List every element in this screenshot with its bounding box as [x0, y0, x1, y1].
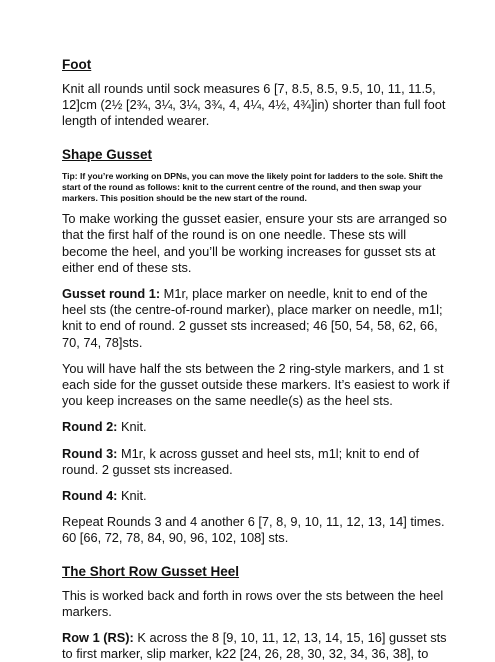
- section-foot: [62, 56, 451, 130]
- heading-shape-gusset: Shape Gusset: [62, 146, 153, 162]
- round-1-label: Gusset round 1:: [62, 286, 161, 302]
- paragraph-repeat: Repeat Rounds 3 and 4 another 6 [7, 8, 9, 10, 11, 12, 13, 14] times. 60 [66, 72, 78, 84, 90, 96, 102, 108] sts.: [62, 514, 445, 546]
- round-2-label: Round 2:: [62, 419, 118, 435]
- round-3-text: M1r, k across gusset and heel sts, m1l; knit to end of round. 2 gusset sts increased.: [62, 445, 420, 477]
- paragraph-short-row-intro: This is worked back and forth in rows over the sts between the heel markers.: [62, 587, 444, 619]
- paragraph-gusset-intro: To make working the gusset easier, ensure your sts are arranged so that the first half of the round is on one needle. These sts will become the heel, and you’ll be working increases for gusset sts at either end of these sts.: [62, 211, 447, 275]
- section-short-row-heel: [62, 563, 451, 662]
- heading-short-row-heel: The Short Row Gusset Heel: [62, 563, 240, 579]
- heading-foot: Foot: [62, 57, 92, 72]
- paragraph-round-4: [62, 488, 451, 504]
- round-4-text: Knit.: [117, 488, 147, 504]
- paragraph-round-3: [62, 446, 451, 478]
- tip-note: Tip: If you’re working on DPNs, you can move the likely point for ladders to the sole. Shift the start of the round as follows: knit to the current centre of the round, and then swap your markers. This position should be the new start of the round.: [62, 170, 443, 204]
- paragraph-half-sts: You will have half the sts between the 2 ring-style markers, and 1 st each side for the gusset outside these markers. It’s easiest to work if you keep increases on the same needle(s) as the heel sts.: [62, 360, 450, 409]
- row-1-label: Row 1 (RS):: [62, 630, 134, 646]
- row-1-text: K across the 8 [9, 10, 11, 12, 13, 14, 15, 16] gusset sts to first marker, slip marker, k22 [24, 26, 28, 30, 32, 34, 36, 38], to: [62, 630, 447, 662]
- round-3-label: Round 3:: [62, 445, 118, 461]
- paragraph-row-1: [62, 630, 451, 662]
- round-2-text: Knit.: [117, 419, 147, 435]
- round-1-text: M1r, place marker on needle, knit to end of the heel sts (the centre-of-round marker), place marker on needle, m1l; knit to end of round. 2 gusset sts increased; 46 [50, 54, 58, 62, 66, 70, 74, 78]sts.: [62, 286, 443, 350]
- paragraph-foot: Knit all rounds until sock measures 6 [7, 8.5, 8.5, 9.5, 10, 11, 11.5, 12]cm (2½ [2¾, 3¼, 3¼, 3¾, 4, 4¼, 4½, 4¾]in) shorter than full foot length of intended wearer.: [62, 81, 446, 129]
- section-shape-gusset: [62, 146, 451, 547]
- round-4-label: Round 4:: [62, 488, 118, 504]
- paragraph-gusset-round-1: [62, 286, 451, 351]
- paragraph-round-2: [62, 419, 451, 435]
